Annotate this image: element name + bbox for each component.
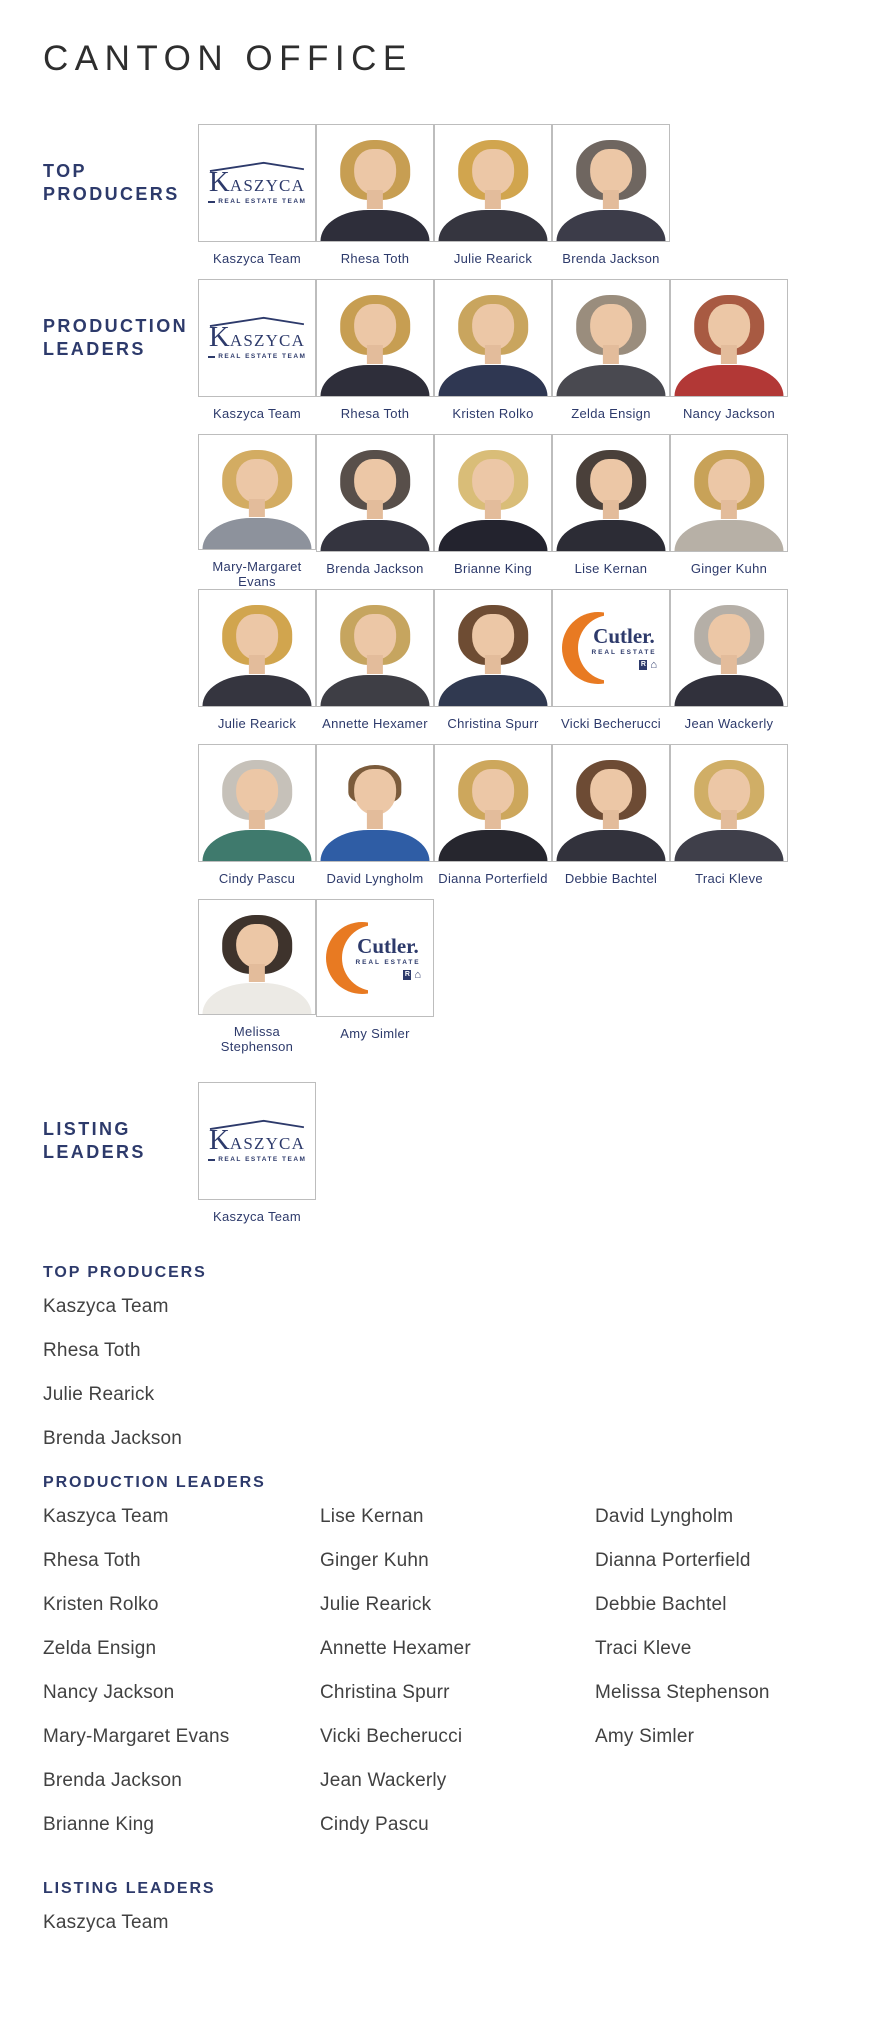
realtor-icon: R xyxy=(404,971,410,978)
grid-row xyxy=(198,434,788,589)
list-item: Amy Simler xyxy=(595,1726,695,1747)
cutler-real-estate-logo xyxy=(317,900,433,1016)
list-item: Kristen Rolko xyxy=(43,1594,159,1615)
portrait-photo xyxy=(435,745,551,861)
member-photo xyxy=(670,434,788,552)
cutler-wordmark: Cutler. xyxy=(357,934,419,958)
label-line: PRODUCTION xyxy=(43,316,188,336)
member-photo xyxy=(316,434,434,552)
member-card[interactable] xyxy=(434,744,552,899)
member-photo xyxy=(434,589,552,707)
member-photo xyxy=(552,434,670,552)
listing-leaders-label xyxy=(43,1082,198,1200)
portrait-photo xyxy=(435,125,551,241)
member-name: Annette Hexamer xyxy=(322,716,428,731)
list-item: Julie Rearick xyxy=(43,1384,155,1405)
cutler-real-estate-logo xyxy=(553,590,669,706)
list-item: Mary-Margaret Evans xyxy=(43,1726,230,1747)
member-card[interactable] xyxy=(434,589,552,744)
list-item: David Lyngholm xyxy=(595,1506,734,1527)
member-photo xyxy=(316,124,434,242)
grid-row xyxy=(198,279,788,434)
member-photo xyxy=(316,279,434,397)
member-name: Zelda Ensign xyxy=(571,406,651,421)
portrait-photo xyxy=(671,745,787,861)
member-card[interactable] xyxy=(670,589,788,744)
equal-housing-icon: ⌂ xyxy=(414,969,421,981)
list-item: Vicki Becherucci xyxy=(320,1726,463,1747)
portrait-photo xyxy=(317,125,433,241)
member-name: Kristen Rolko xyxy=(452,406,534,421)
list-item: Brenda Jackson xyxy=(43,1428,183,1449)
label-line: TOP xyxy=(43,161,87,181)
member-name: David Lyngholm xyxy=(326,871,424,886)
member-card[interactable] xyxy=(670,279,788,434)
portrait-photo xyxy=(553,125,669,241)
list-item: Kaszyca Team xyxy=(43,1506,169,1527)
member-card[interactable] xyxy=(316,899,434,1054)
list-item: Annette Hexamer xyxy=(320,1638,471,1659)
equal-housing-icon: ⌂ xyxy=(650,659,657,671)
portrait-photo xyxy=(435,280,551,396)
member-name: Jean Wackerly xyxy=(684,716,774,731)
member-photo xyxy=(670,279,788,397)
kaszyca-tagline: REAL ESTATE TEAM xyxy=(218,1156,307,1163)
grid-section-top-producers xyxy=(43,124,888,279)
portrait-photo xyxy=(199,900,315,1014)
member-name: Melissa Stephenson xyxy=(220,1024,294,1054)
portrait-photo xyxy=(199,435,315,549)
member-photo xyxy=(316,744,434,862)
listing-leaders-rows xyxy=(198,1082,316,1237)
portrait-photo xyxy=(553,435,669,551)
member-card[interactable] xyxy=(670,434,788,589)
member-photo xyxy=(316,899,434,1017)
member-card[interactable] xyxy=(316,589,434,744)
member-card[interactable] xyxy=(552,434,670,589)
member-photo xyxy=(198,434,316,550)
member-photo xyxy=(670,744,788,862)
list-item: Rhesa Toth xyxy=(43,1340,141,1361)
member-name: Christina Spurr xyxy=(447,716,539,731)
column-1 xyxy=(43,1507,320,1859)
label-line: LEADERS xyxy=(43,1142,146,1162)
list-item: Dianna Porterfield xyxy=(595,1550,751,1571)
production-leaders-columns xyxy=(43,1507,888,1859)
column-2 xyxy=(320,1507,595,1859)
member-card[interactable] xyxy=(316,434,434,589)
member-name: Traci Kleve xyxy=(695,871,763,886)
portrait-photo xyxy=(553,280,669,396)
grid-row xyxy=(198,744,788,899)
member-name: Vicki Becherucci xyxy=(561,716,661,731)
portrait-photo xyxy=(317,435,433,551)
kaszyca-rule xyxy=(208,1159,216,1161)
member-name: Kaszyca Team xyxy=(213,406,301,421)
member-card[interactable] xyxy=(198,124,316,279)
portrait-photo xyxy=(317,590,433,706)
member-photo xyxy=(434,279,552,397)
member-card[interactable] xyxy=(316,744,434,899)
member-card[interactable] xyxy=(198,434,316,589)
member-name: Debbie Bachtel xyxy=(564,871,658,886)
grid-section-listing-leaders xyxy=(43,1082,888,1237)
member-name: Rhesa Toth xyxy=(340,406,410,421)
grid-section-production-leaders xyxy=(43,279,888,1054)
list-item: Debbie Bachtel xyxy=(595,1594,727,1615)
list-item: Nancy Jackson xyxy=(43,1682,175,1703)
member-photo xyxy=(198,279,316,397)
member-photo xyxy=(552,279,670,397)
member-card[interactable] xyxy=(198,589,316,744)
member-name: Brianne King xyxy=(453,561,533,576)
portrait-photo xyxy=(199,590,315,706)
portrait-photo xyxy=(435,590,551,706)
member-photo xyxy=(198,744,316,862)
portrait-photo xyxy=(553,745,669,861)
member-photo xyxy=(434,434,552,552)
member-photo xyxy=(434,744,552,862)
portrait-photo xyxy=(317,745,433,861)
list-item: Jean Wackerly xyxy=(320,1770,447,1791)
roster-text-lists xyxy=(43,1263,888,1932)
list-heading: PRODUCTION LEADERS xyxy=(43,1474,266,1491)
list-item: Kaszyca Team xyxy=(43,1912,169,1933)
member-photo xyxy=(198,899,316,1015)
member-card[interactable] xyxy=(434,124,552,279)
production-leaders-label xyxy=(43,279,198,397)
member-name: Amy Simler xyxy=(340,1026,410,1041)
kaszyca-wordmark: KASZYCA xyxy=(208,166,306,198)
kaszyca-tagline: REAL ESTATE TEAM xyxy=(218,353,307,360)
grid-row xyxy=(198,1082,316,1237)
member-photo xyxy=(552,744,670,862)
kaszyca-rule xyxy=(208,201,216,203)
list-section-top-producers xyxy=(43,1263,888,1448)
member-photo xyxy=(670,589,788,707)
member-name: Rhesa Toth xyxy=(340,251,410,266)
list-item: Brianne King xyxy=(43,1814,155,1835)
member-name: Lise Kernan xyxy=(574,561,648,576)
top-producers-rows xyxy=(198,124,670,279)
member-name: Dianna Porterfield xyxy=(438,871,548,886)
member-card[interactable] xyxy=(552,744,670,899)
roster-photo-grid xyxy=(43,124,888,1237)
list-section-production-leaders xyxy=(43,1473,888,1859)
list-heading: LISTING LEADERS xyxy=(43,1880,216,1897)
member-card[interactable] xyxy=(316,279,434,434)
list-item: Lise Kernan xyxy=(320,1506,424,1527)
portrait-photo xyxy=(671,435,787,551)
member-card[interactable] xyxy=(552,124,670,279)
member-card[interactable] xyxy=(198,899,316,1054)
grid-row xyxy=(198,124,670,279)
member-photo xyxy=(198,124,316,242)
member-name: Brenda Jackson xyxy=(326,561,424,576)
member-card[interactable] xyxy=(198,1082,316,1237)
member-name: Julie Rearick xyxy=(217,716,297,731)
top-producers-label xyxy=(43,124,198,242)
member-photo xyxy=(198,1082,316,1200)
list-heading: TOP PRODUCERS xyxy=(43,1264,207,1281)
kaszyca-team-logo xyxy=(199,1083,315,1199)
kaszyca-rule xyxy=(208,356,216,358)
cutler-tagline: REAL ESTATE xyxy=(355,959,421,966)
member-photo xyxy=(434,124,552,242)
list-item: Traci Kleve xyxy=(595,1638,692,1659)
kaszyca-team-logo xyxy=(199,125,315,241)
cutler-tagline: REAL ESTATE xyxy=(591,649,657,656)
list-item: Ginger Kuhn xyxy=(320,1550,429,1571)
label-line: LISTING xyxy=(43,1119,131,1139)
member-name: Nancy Jackson xyxy=(682,406,776,421)
list-item: Brenda Jackson xyxy=(43,1770,183,1791)
member-name: Kaszyca Team xyxy=(213,1209,301,1224)
portrait-photo xyxy=(671,280,787,396)
label-line: PRODUCERS xyxy=(43,184,180,204)
list-item: Christina Spurr xyxy=(320,1682,450,1703)
member-photo xyxy=(198,589,316,707)
production-leaders-rows xyxy=(198,279,788,1054)
member-name: Julie Rearick xyxy=(453,251,533,266)
member-card[interactable] xyxy=(198,279,316,434)
list-item: Julie Rearick xyxy=(320,1594,432,1615)
member-card[interactable] xyxy=(552,279,670,434)
list-item: Melissa Stephenson xyxy=(595,1682,770,1703)
member-photo xyxy=(552,589,670,707)
member-card[interactable] xyxy=(198,744,316,899)
grid-row xyxy=(198,589,788,744)
kaszyca-wordmark: KASZYCA xyxy=(208,321,306,353)
portrait-photo xyxy=(435,435,551,551)
label-line: LEADERS xyxy=(43,339,146,359)
list-item: Kaszyca Team xyxy=(43,1296,169,1317)
list-item: Rhesa Toth xyxy=(43,1550,141,1571)
portrait-photo xyxy=(317,280,433,396)
member-card[interactable] xyxy=(434,279,552,434)
list-item: Zelda Ensign xyxy=(43,1638,157,1659)
kaszyca-wordmark: KASZYCA xyxy=(208,1124,306,1156)
member-card[interactable] xyxy=(434,434,552,589)
page-title: CANTON OFFICE xyxy=(43,39,413,78)
column-3 xyxy=(595,1507,888,1859)
member-photo xyxy=(316,589,434,707)
portrait-photo xyxy=(199,745,315,861)
member-card[interactable] xyxy=(552,589,670,744)
realtor-icon: R xyxy=(640,661,646,668)
member-card[interactable] xyxy=(670,744,788,899)
portrait-photo xyxy=(671,590,787,706)
member-name: Kaszyca Team xyxy=(213,251,301,266)
list-section-listing-leaders xyxy=(43,1879,888,1932)
member-photo xyxy=(552,124,670,242)
member-name: Brenda Jackson xyxy=(562,251,660,266)
list-item: Cindy Pascu xyxy=(320,1814,429,1835)
member-name: Cindy Pascu xyxy=(218,871,296,886)
grid-row xyxy=(198,899,788,1054)
member-card[interactable] xyxy=(316,124,434,279)
member-name: Mary-Margaret Evans xyxy=(212,559,302,589)
kaszyca-team-logo xyxy=(199,280,315,396)
member-name: Ginger Kuhn xyxy=(690,561,768,576)
cutler-wordmark: Cutler. xyxy=(593,624,655,648)
kaszyca-tagline: REAL ESTATE TEAM xyxy=(218,198,307,205)
